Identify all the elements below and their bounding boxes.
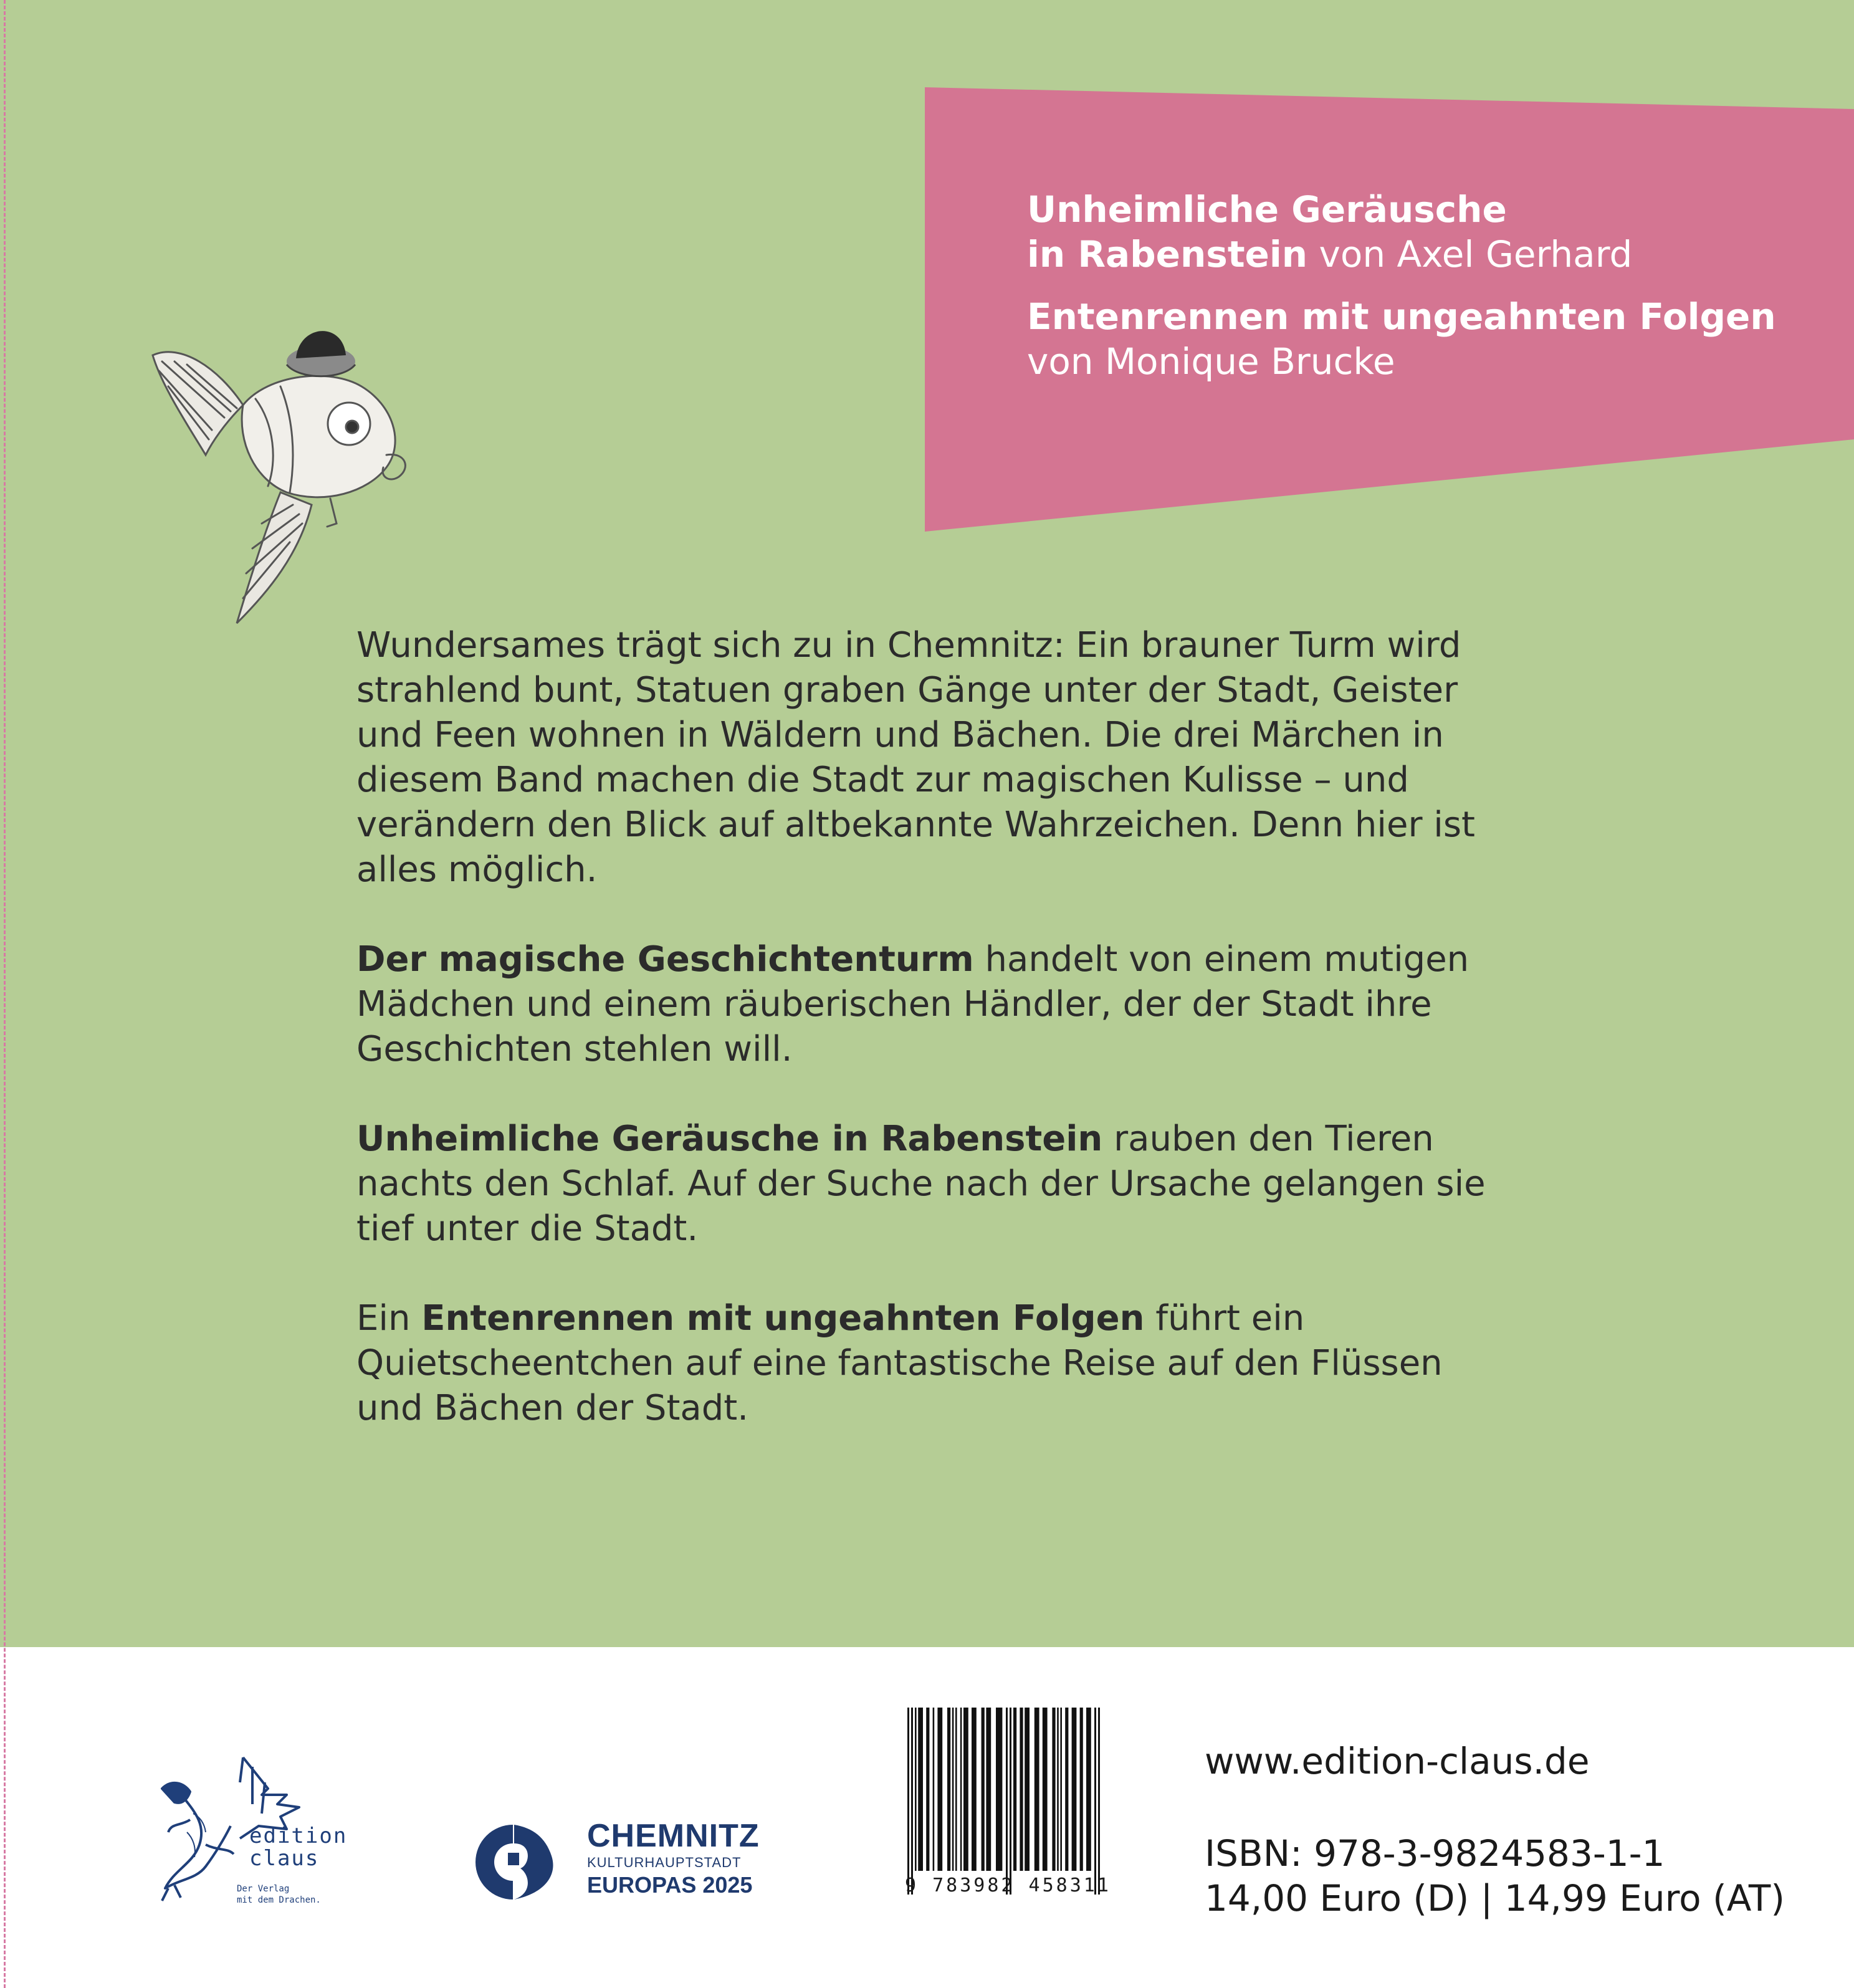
barcode-bar (1060, 1708, 1062, 1871)
barcode-bar (1025, 1708, 1030, 1871)
title-entenrennen: Entenrennen mit ungeahnten Folgen (421, 1298, 1145, 1339)
chemnitz-line2: KULTURHAUPTSTADT (587, 1855, 742, 1870)
barcode-bar (960, 1708, 962, 1871)
title-geschichtenturm: Der magische Geschichtenturm (356, 939, 974, 980)
title-rabenstein: Unheimliche Geräusche in Rabenstein (356, 1119, 1103, 1159)
barcode-bar (937, 1708, 942, 1871)
barcode-bar (1043, 1708, 1048, 1871)
blurb-p3-pre: Ein (356, 1298, 422, 1339)
barcode-bar (952, 1708, 954, 1871)
tagline-line1: Der Verlag (237, 1884, 290, 1894)
c-mark-icon (471, 1818, 564, 1906)
barcode-bar (982, 1708, 985, 1871)
isbn: ISBN: 978-3-9824583-1-1 (1205, 1832, 1665, 1875)
claus-label: claus (249, 1846, 320, 1871)
barcode-bar (972, 1708, 977, 1871)
story2-title-line2: in Rabenstein (1027, 233, 1308, 275)
fish-illustration (143, 299, 430, 636)
chemnitz-line1: CHEMNITZ (587, 1818, 760, 1854)
story3-title: Entenrennen mit ungeahnten Folgen (1027, 295, 1776, 338)
blurb (356, 623, 1503, 1476)
edition-label: edition (249, 1823, 348, 1848)
barcode-bar (996, 1708, 1002, 1871)
barcode-bar (963, 1708, 968, 1871)
chemnitz-wordmark (587, 1818, 760, 1898)
barcode-bar (947, 1708, 950, 1871)
barcode-bar (955, 1708, 957, 1871)
story2-title-line1: Unheimliche Geräusche (1027, 188, 1507, 231)
story3-author: von Monique Brucke (1027, 340, 1395, 383)
edition-claus-wordmark (249, 1825, 347, 1870)
barcode-bar (1035, 1708, 1039, 1871)
chemnitz-line3: EUROPAS 2025 (587, 1872, 753, 1898)
website-link[interactable]: www.edition-claus.de (1205, 1740, 1590, 1782)
blurb-p2-text: rauben den Tieren nachts den Schlaf. Auf der Suche nach der Ursache gelangen sie tief unter die Stadt. (356, 1119, 1486, 1249)
blurb-paragraph-3 (356, 1296, 1503, 1431)
barcode-bar (986, 1708, 991, 1871)
blurb-p3-text: führt ein Quietscheentchen auf eine fantastische Reise auf den Flüssen und Bächen der Stadt. (356, 1298, 1443, 1428)
price: 14,00 Euro (D) | 14,99 Euro (AT) (1205, 1877, 1785, 1919)
barcode-bar (915, 1708, 917, 1871)
barcode-bar (1065, 1708, 1068, 1871)
publisher-tagline (237, 1883, 321, 1906)
barcode-bar (1057, 1708, 1059, 1871)
blurb-p1-text: handelt von einem mutigen Mädchen und einem räuberischen Händler, der der Stadt ihre Geschichten stehlen will. (356, 939, 1469, 1069)
barcode-bar (1006, 1708, 1008, 1895)
blurb-intro: Wundersames trägt sich zu in Chemnitz: Ein brauner Turm wird strahlend bunt, Statuen graben Gänge unter der Stadt, Geister und Feen wohnen in Wäldern und Bächen. Die drei Märchen in diesem Band machen die Stadt zur magischen Kulisse – und verändern den Blick auf altbekannte Wahrzeichen. Denn hier ist alles möglich. (356, 625, 1475, 890)
barcode-bar (918, 1708, 923, 1871)
barcode-bar (926, 1708, 929, 1871)
barcode-bar (1098, 1708, 1100, 1895)
story2-author: von Axel Gerhard (1319, 233, 1633, 275)
barcode-bar (911, 1708, 913, 1895)
barcode-bar (1020, 1708, 1023, 1871)
tagline-line2: mit dem Drachen. (237, 1895, 321, 1905)
barcode-bar (1013, 1708, 1016, 1871)
barcode-bar (1086, 1708, 1091, 1871)
publisher-info (1205, 1739, 1828, 1921)
barcode-bar (1094, 1708, 1096, 1895)
barcode-bar (907, 1708, 909, 1895)
banner-text (1027, 187, 1831, 401)
blurb-paragraph-2 (356, 1117, 1503, 1251)
barcode-bar (1052, 1708, 1055, 1871)
barcode-bar (1010, 1708, 1011, 1895)
barcode-bar (1080, 1708, 1083, 1871)
blurb-paragraph-1 (356, 937, 1503, 1072)
barcode-digits: 9 783982 458311 (905, 1875, 1111, 1896)
barcode (904, 1708, 1140, 1901)
barcode-bar (1072, 1708, 1077, 1871)
barcode-bar (933, 1708, 935, 1871)
